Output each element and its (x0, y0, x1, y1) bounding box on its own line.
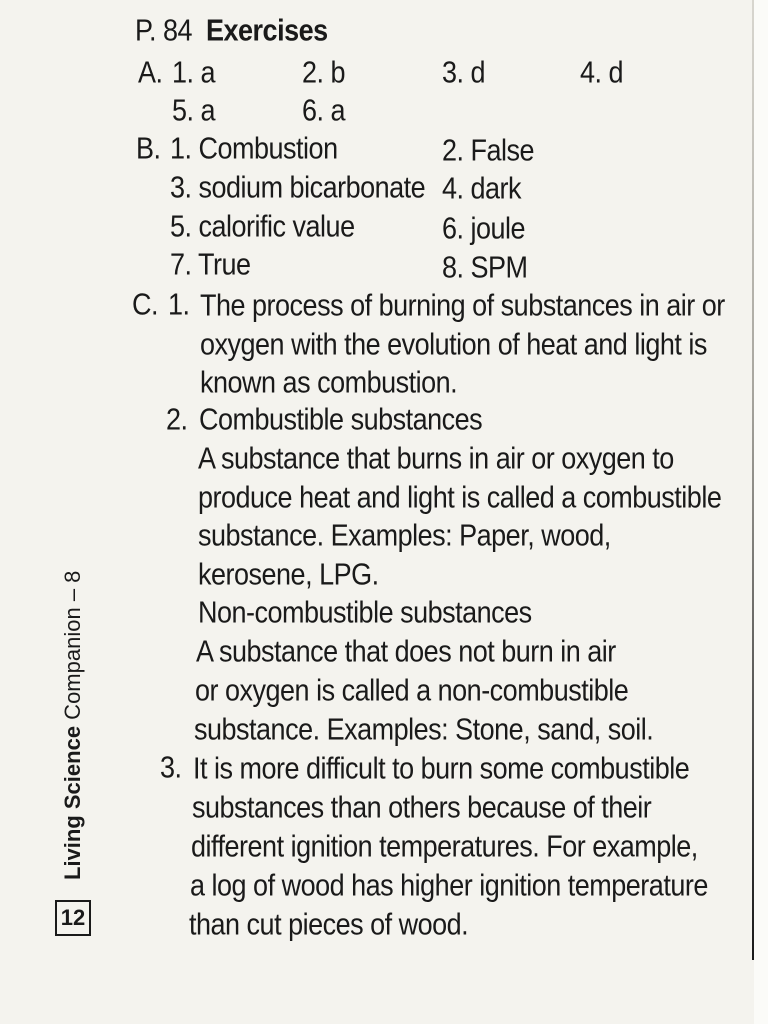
answer-b8: 8. SPM (442, 250, 528, 285)
section-c-label: C. (132, 287, 158, 322)
c3-line: than cut pieces of wood. (189, 907, 469, 942)
answer-a6: 6. a (302, 93, 346, 128)
c1-line: known as combustion. (200, 365, 458, 400)
answer-b2: 2. False (442, 133, 535, 168)
c2-line: produce heat and light is called a combustible (198, 480, 722, 515)
c1-line: oxygen with the evolution of heat and light is (200, 327, 707, 362)
answer-a2: 2. b (302, 55, 346, 90)
answer-b5: 5. calorific value (170, 209, 355, 244)
c2-heading-non-combustible: Non-combustible substances (198, 595, 532, 630)
book-name: Companion – 8 (60, 570, 85, 720)
page-number-box (55, 900, 91, 936)
answer-b7: 7. True (170, 247, 251, 282)
answer-b1: 1. Combustion (170, 131, 338, 166)
c2-line: substance. Examples: Stone, sand, soil. (194, 712, 654, 747)
answer-a1: 1. a (172, 55, 216, 90)
c3-line: a log of wood has higher ignition temperature (190, 868, 708, 903)
page-shadow (754, 0, 768, 1024)
answer-b6: 6. joule (442, 211, 526, 246)
c3-number: 3. (160, 750, 182, 785)
section-a-label: A. (138, 55, 163, 90)
c2-line: A substance that does not burn in air (196, 634, 616, 669)
c2-line: kerosene, LPG. (198, 557, 379, 592)
exercises-title: Exercises (206, 13, 328, 48)
answer-a4: 4. d (580, 55, 624, 90)
answer-a3: 3. d (442, 55, 486, 90)
answer-b3: 3. sodium bicarbonate (170, 170, 426, 205)
c1-line: The process of burning of substances in air or (200, 288, 725, 323)
answer-b4: 4. dark (442, 171, 522, 206)
c2-line: substance. Examples: Paper, wood, (198, 518, 611, 553)
answer-a5: 5. a (172, 93, 216, 128)
c2-line: or oxygen is called a non-combustible (195, 673, 629, 708)
c1-number: 1. (168, 287, 190, 322)
running-title (60, 571, 86, 880)
section-b-label: B. (136, 131, 161, 166)
page-edge-line (752, 0, 754, 960)
c2-number: 2. (166, 402, 188, 437)
page-ref: P. 84 (135, 13, 193, 48)
c3-line: different ignition temperatures. For example, (191, 829, 698, 864)
c3-line: substances than others because of their (192, 790, 652, 825)
page-number: 12 (60, 905, 86, 930)
c2-heading-combustible: Combustible substances (199, 402, 483, 437)
c2-line: A substance that burns in air or oxygen to (198, 441, 674, 476)
series-name: Living Science (60, 725, 85, 880)
c3-line: It is more difficult to burn some combustible (193, 751, 690, 786)
